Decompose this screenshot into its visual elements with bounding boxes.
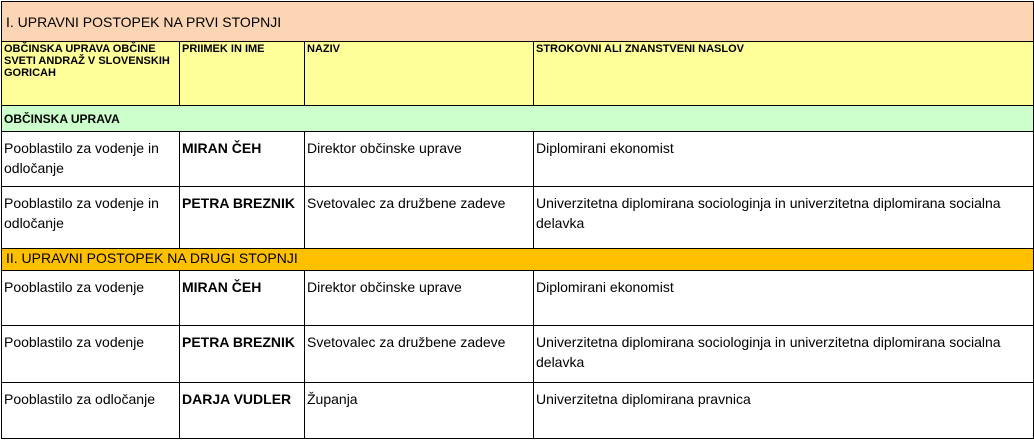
- name-cell: MIRAN ČEH: [180, 271, 305, 326]
- authority-cell: Pooblastilo za vodenje in odločanje: [2, 132, 180, 187]
- subsection-row: [2, 106, 1034, 132]
- section-2-row: [2, 249, 1034, 271]
- section-2-title: II. UPRAVNI POSTOPEK NA DRUGI STOPNJI: [2, 249, 1034, 271]
- table-row: [2, 132, 1034, 187]
- authority-cell: Pooblastilo za vodenje: [2, 326, 180, 383]
- header-degree: STROKOVNI ALI ZNANSTVENI NASLOV: [534, 42, 1034, 106]
- title-cell: Direktor občinske uprave: [305, 132, 534, 187]
- authorizations-table: [1, 1, 1034, 439]
- table-row: [2, 326, 1034, 383]
- name-cell: PETRA BREZNIK: [180, 187, 305, 249]
- title-cell: Direktor občinske uprave: [305, 271, 534, 326]
- header-row: [2, 42, 1034, 106]
- title-cell: Svetovalec za družbene zadeve: [305, 187, 534, 249]
- section-1-title: I. UPRAVNI POSTOPEK NA PRVI STOPNJI: [2, 2, 1034, 42]
- table-row: [2, 271, 1034, 326]
- authority-cell: Pooblastilo za vodenje in odločanje: [2, 187, 180, 249]
- authority-cell: Pooblastilo za odločanje: [2, 383, 180, 439]
- authority-cell: Pooblastilo za vodenje: [2, 271, 180, 326]
- name-cell: DARJA VUDLER: [180, 383, 305, 439]
- name-cell: MIRAN ČEH: [180, 132, 305, 187]
- degree-cell: Diplomirani ekonomist: [534, 132, 1034, 187]
- degree-cell: Univerzitetna diplomirana sociologinja in univerzitetna diplomirana socialna delavka: [534, 187, 1034, 249]
- header-authority: OBČINSKA UPRAVA OBČINE SVETI ANDRAŽ V SLOVENSKIH GORICAH: [2, 42, 180, 106]
- degree-cell: Univerzitetna diplomirana sociologinja in univerzitetna diplomirana socialna delavka: [534, 326, 1034, 383]
- table-row: [2, 187, 1034, 249]
- title-cell: Županja: [305, 383, 534, 439]
- header-name: PRIIMEK IN IME: [180, 42, 305, 106]
- table-row: [2, 383, 1034, 439]
- name-cell: PETRA BREZNIK: [180, 326, 305, 383]
- header-title: NAZIV: [305, 42, 534, 106]
- degree-cell: Univerzitetna diplomirana pravnica: [534, 383, 1034, 439]
- section-1-row: [2, 2, 1034, 42]
- subsection-title: OBČINSKA UPRAVA: [2, 106, 1034, 132]
- title-cell: Svetovalec za družbene zadeve: [305, 326, 534, 383]
- degree-cell: Diplomirani ekonomist: [534, 271, 1034, 326]
